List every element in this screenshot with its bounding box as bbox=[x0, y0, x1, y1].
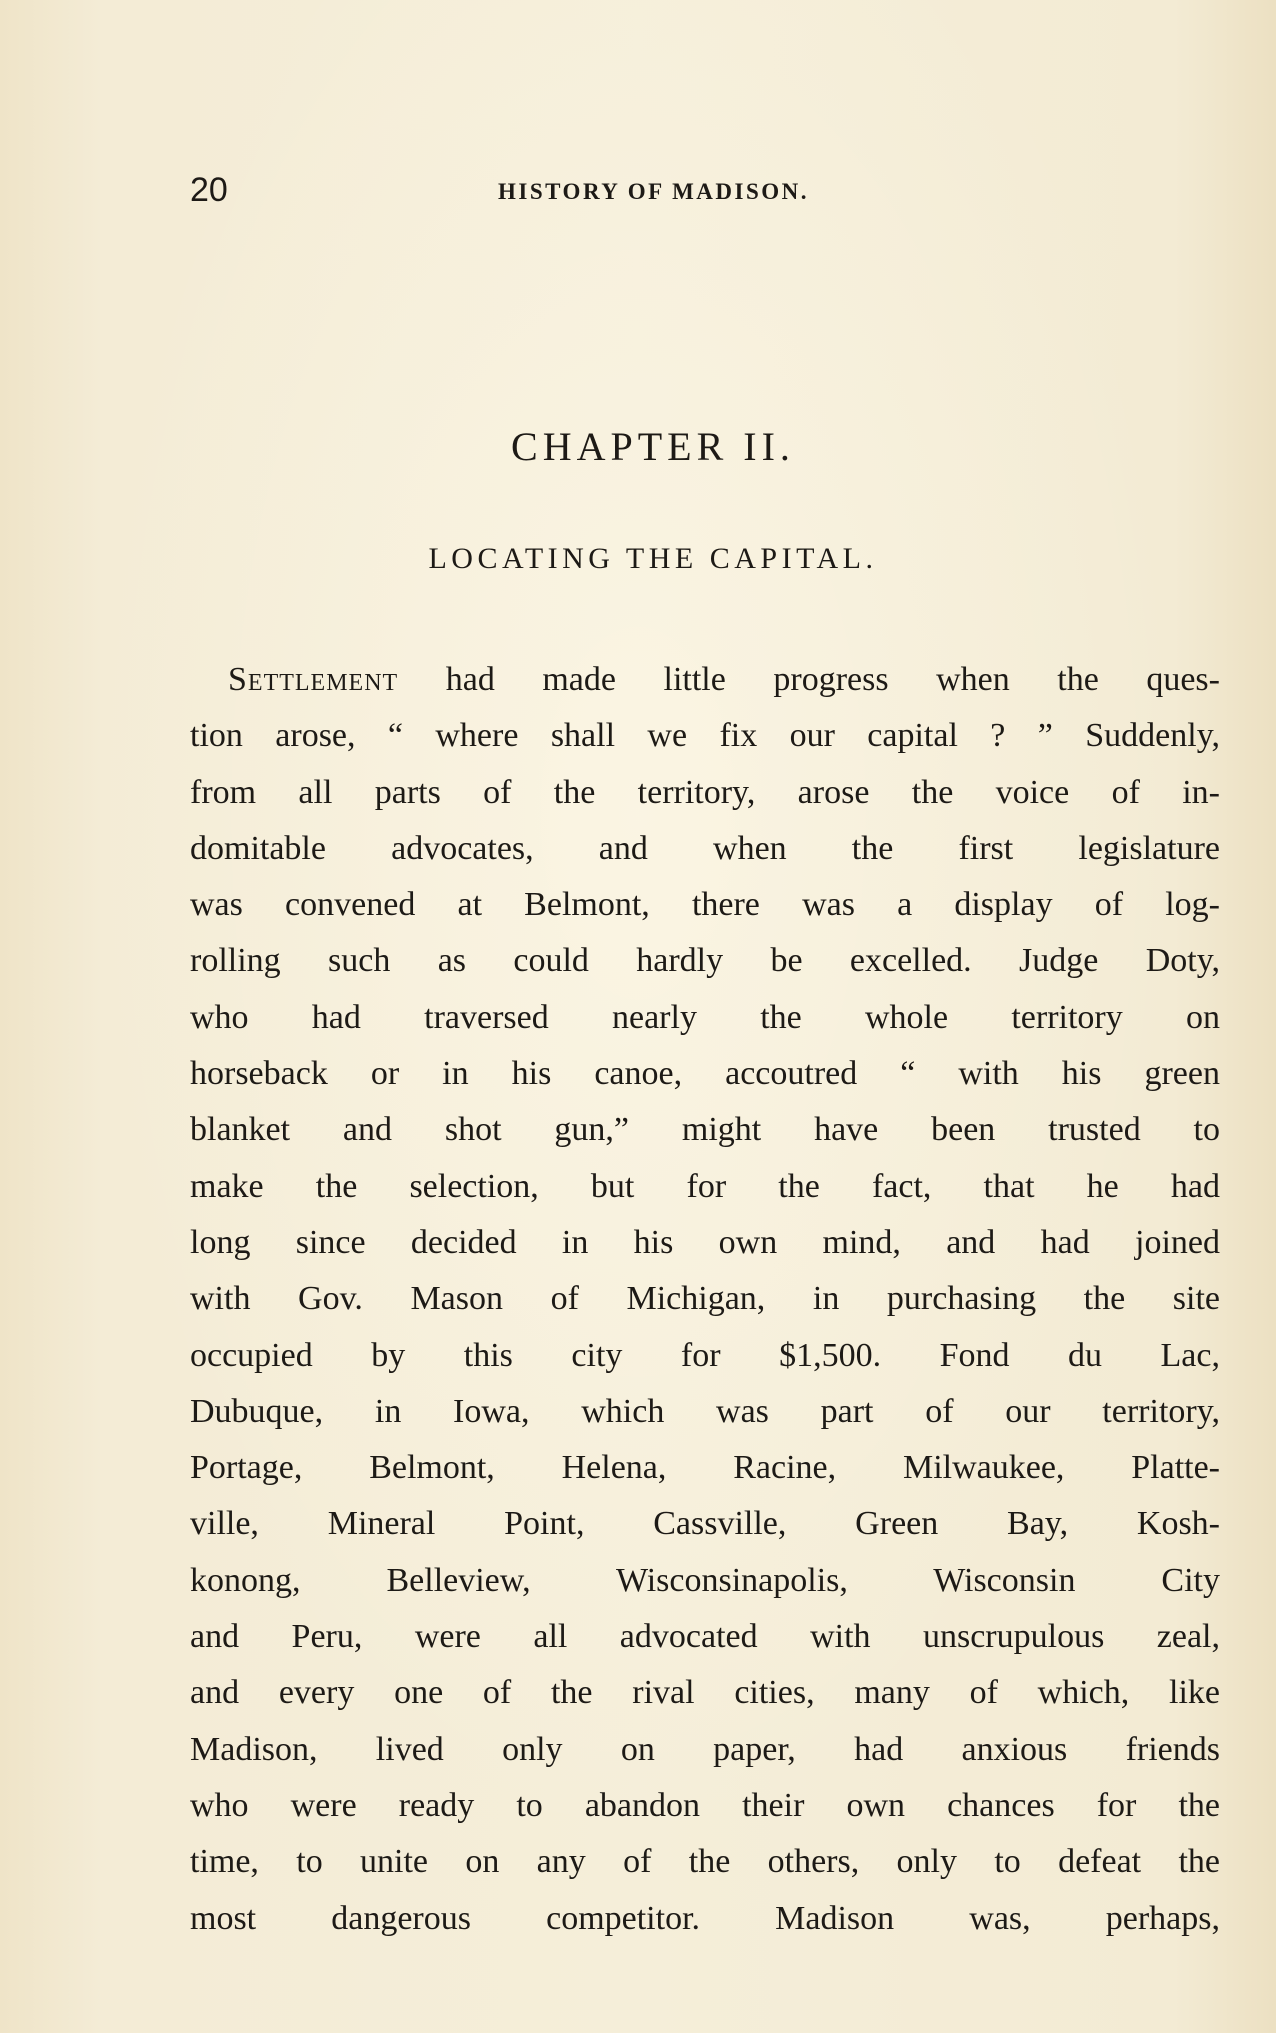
text-line: who had traversed nearly the whole territory on bbox=[190, 998, 1220, 1036]
text-line: time, to unite on any of the others, only to defeat the bbox=[190, 1843, 1220, 1881]
text-line: Portage, Belmont, Helena, Racine, Milwaukee, Platte- bbox=[190, 1449, 1220, 1487]
body-text bbox=[190, 652, 1220, 1947]
text-line: konong, Belleview, Wisconsinapolis, Wisconsin City bbox=[190, 1561, 1220, 1599]
text-line: occupied by this city for $1,500. Fond du Lac, bbox=[190, 1336, 1220, 1374]
chapter-subtitle: LOCATING THE CAPITAL. bbox=[428, 542, 878, 575]
text-line: rolling such as could hardly be excelled. Judge Doty, bbox=[190, 942, 1220, 980]
page-number: 20 bbox=[190, 171, 228, 209]
text-line: from all parts of the territory, arose the voice of in- bbox=[190, 773, 1220, 811]
running-head bbox=[190, 168, 890, 212]
text-line: who were ready to abandon their own chances for the bbox=[190, 1786, 1220, 1824]
text-line: make the selection, but for the fact, that he had bbox=[190, 1167, 1220, 1205]
text-line: Dubuque, in Iowa, which was part of our territory, bbox=[190, 1392, 1220, 1430]
text-line: long since decided in his own mind, and had joined bbox=[190, 1223, 1220, 1261]
text-line: most dangerous competitor. Madison was, perhaps, bbox=[190, 1899, 1220, 1937]
text-line: and Peru, were all advocated with unscrupulous zeal, bbox=[190, 1618, 1220, 1656]
text-line: domitable advocates, and when the first legislature bbox=[190, 829, 1220, 867]
text-line: Madison, lived only on paper, had anxious friends bbox=[190, 1730, 1220, 1768]
chapter-title: CHAPTER II. bbox=[511, 424, 795, 469]
text-line: tion arose, “ where shall we fix our capital ? ” Suddenly, bbox=[190, 717, 1220, 755]
text-line: blanket and shot gun,” might have been trusted to bbox=[190, 1111, 1220, 1149]
text-line-rest: had made little progress when the ques- bbox=[398, 661, 1220, 698]
first-word-small-caps: Settlement bbox=[228, 661, 399, 698]
running-title: HISTORY OF MADISON. bbox=[498, 179, 810, 204]
text-line bbox=[190, 652, 1220, 708]
text-line: ville, Mineral Point, Cassville, Green Bay, Kosh- bbox=[190, 1505, 1220, 1543]
text-line: with Gov. Mason of Michigan, in purchasing the site bbox=[190, 1280, 1220, 1318]
text-line: and every one of the rival cities, many of which, like bbox=[190, 1674, 1220, 1712]
text-line: horseback or in his canoe, accoutred “ with his green bbox=[190, 1055, 1220, 1093]
text-line: was convened at Belmont, there was a display of log- bbox=[190, 886, 1220, 924]
